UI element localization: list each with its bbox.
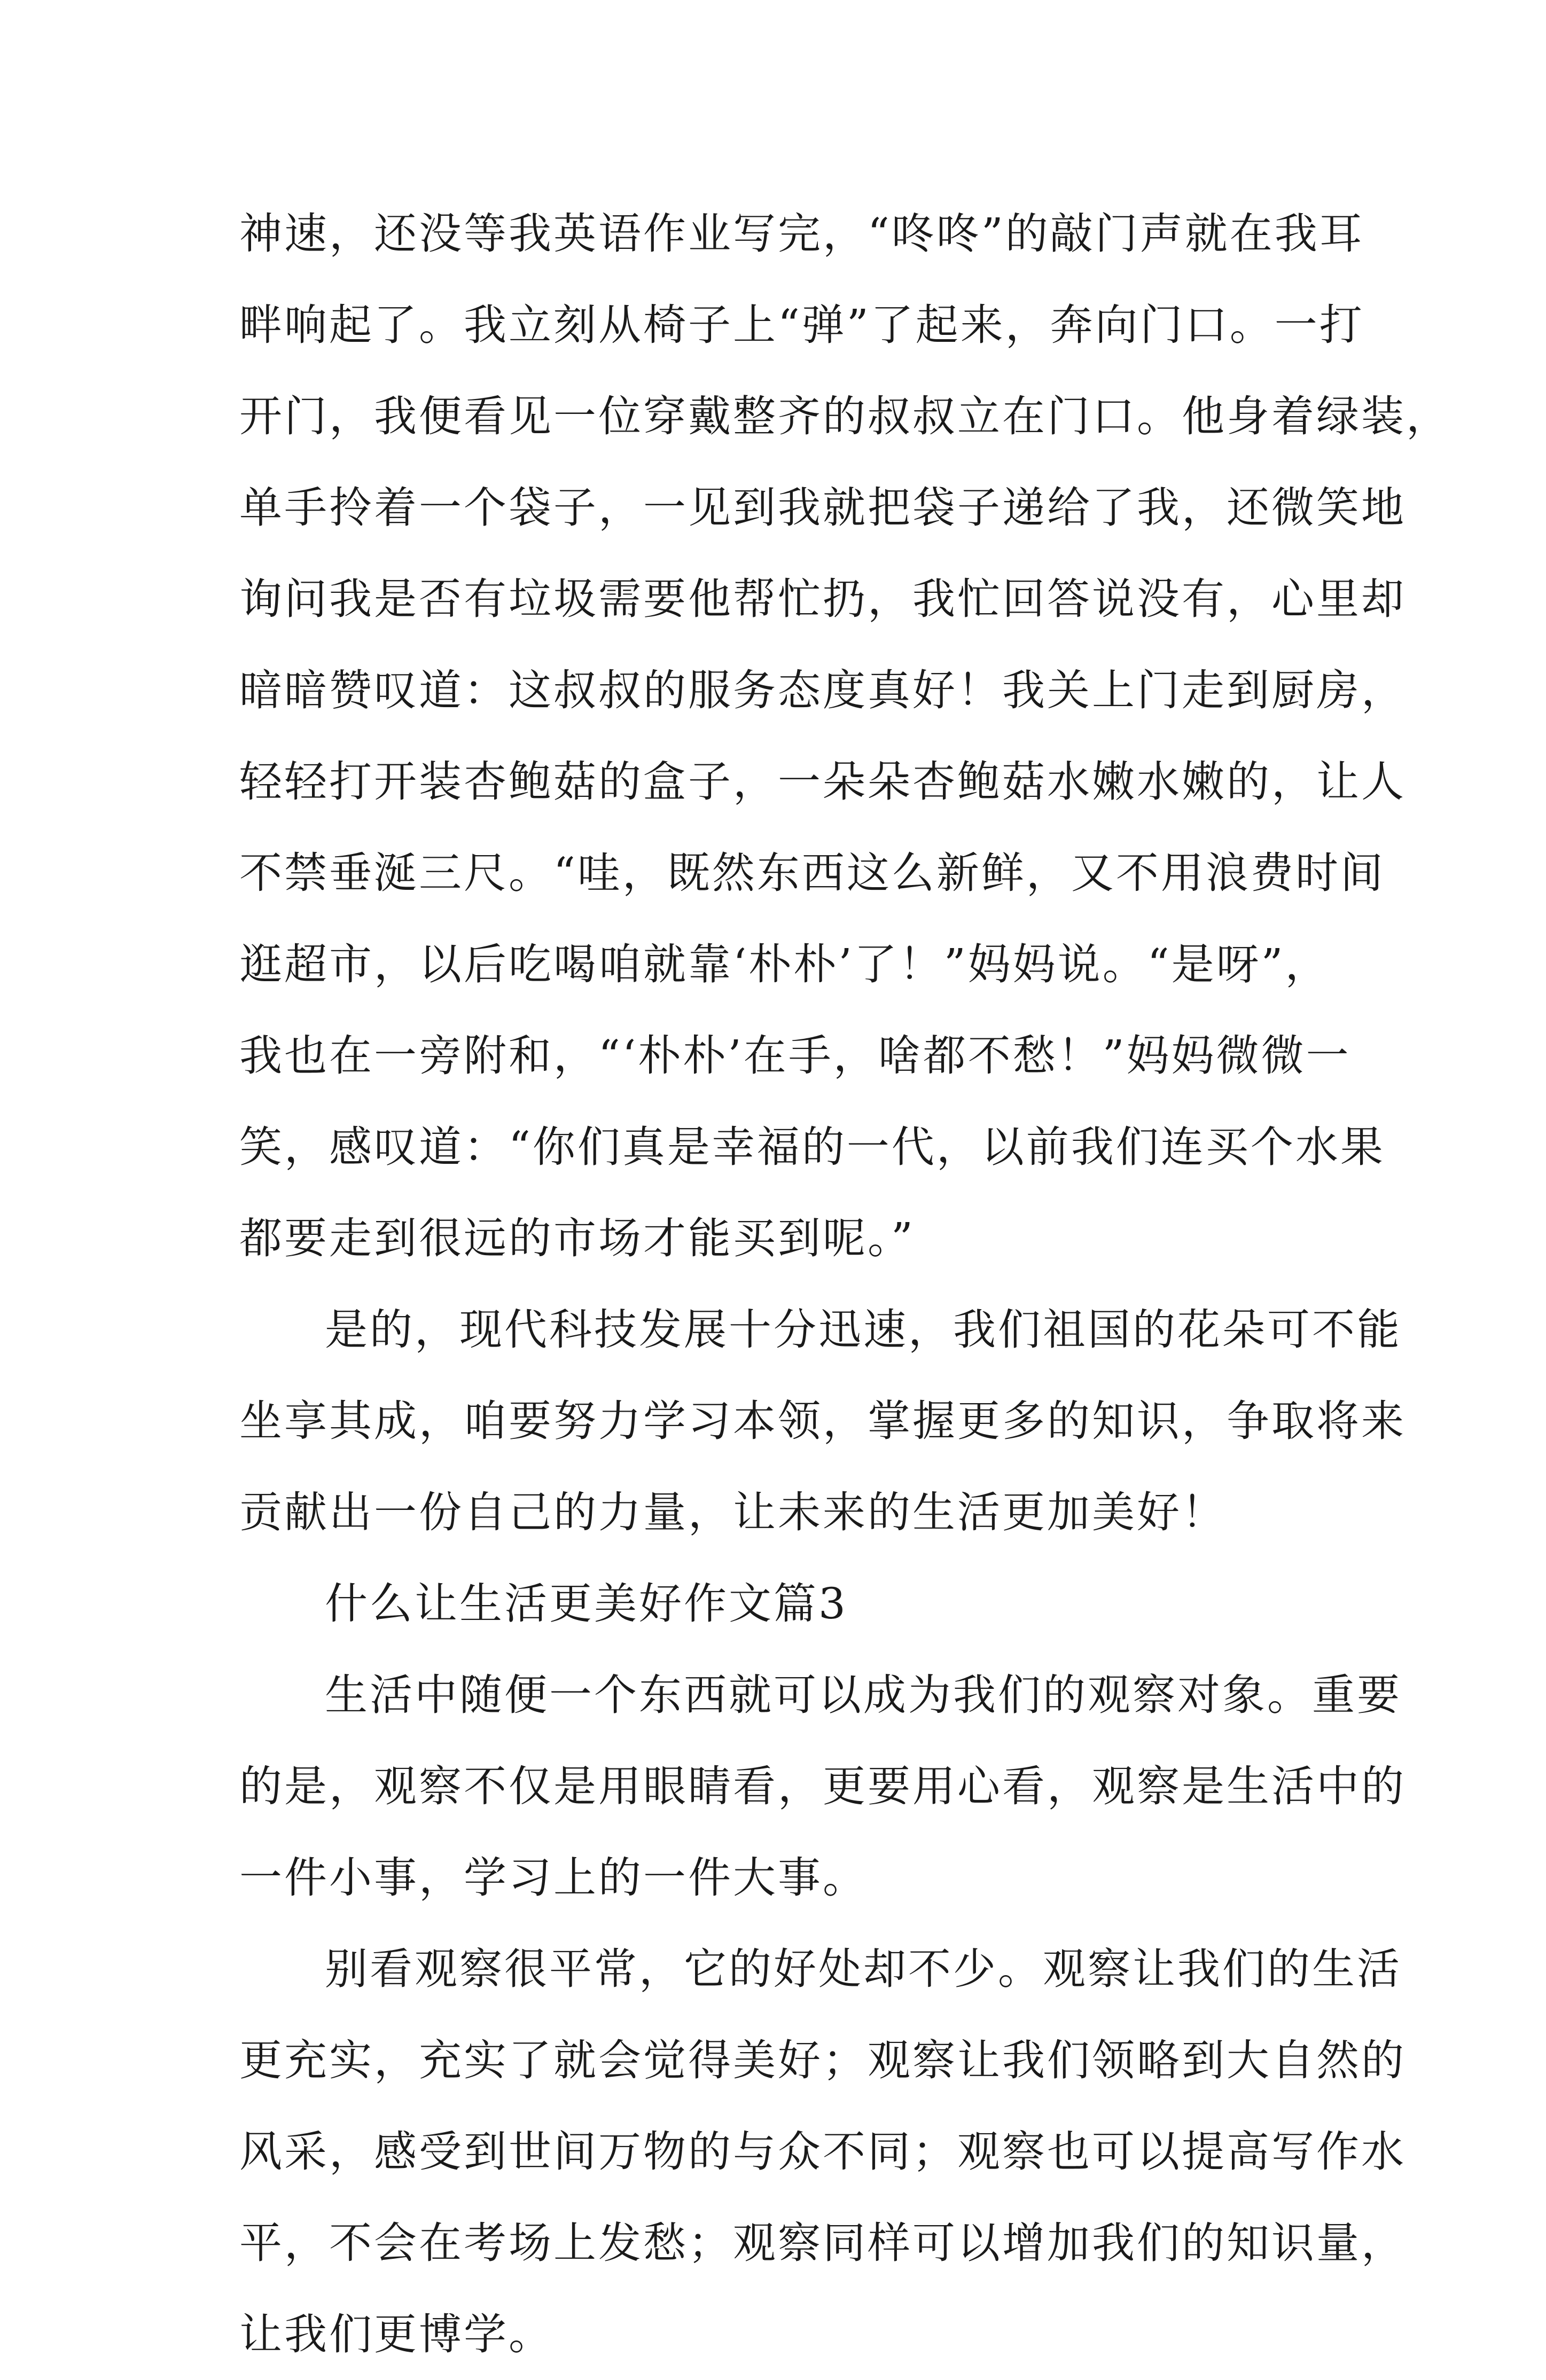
text-line: 我也在一旁附和，“‘朴朴’在手，啥都不愁！”妈妈微微一 (239, 1031, 1351, 1081)
text-line: 轻轻打开装杏鲍菇的盒子，一朵朵杏鲍菇水嫩水嫩的，让人 (239, 757, 1406, 807)
paragraph-benefits (239, 1923, 1406, 2380)
text-line: 笑，感叹道：“你们真是幸福的一代，以前我们连买个水果 (239, 1122, 1385, 1172)
text-line: 畔响起了。我立刻从椅子上“弹”了起来，奔向门口。一打 (239, 300, 1364, 350)
paragraph-intro (239, 1649, 1406, 1923)
text-line: 不禁垂涎三尺。“哇，既然东西这么新鲜，又不用浪费时间 (239, 848, 1385, 898)
text-line: 开门，我便看见一位穿戴整齐的叔叔立在门口。他身着绿装， (239, 392, 1451, 441)
text-line: 让我们更博学。 (239, 2309, 553, 2359)
paragraph-conclusion (239, 1284, 1406, 1558)
text-line: 神速，还没等我英语作业写完，“咚咚”的敲门声就在我耳 (239, 209, 1364, 259)
text-line: 更充实，充实了就会觉得美好；观察让我们领略到大自然的 (239, 2035, 1406, 2085)
document-body (239, 188, 1451, 2380)
text-line: 都要走到很远的市场才能买到呢。” (239, 1214, 915, 1263)
paragraph-continuation (239, 188, 1451, 1284)
text-line: 的是，观察不仅是用眼睛看，更要用心看，观察是生活中的 (239, 1761, 1406, 1811)
text-line: 风采，感受到世间万物的与众不同；观察也可以提高写作水 (239, 2127, 1406, 2177)
text-line: 平，不会在考场上发愁；观察同样可以增加我们的知识量， (239, 2218, 1406, 2268)
text-line: 逛超市，以后吃喝咱就靠‘朴朴’了！”妈妈说。“是呀”， (239, 940, 1330, 989)
text-line: 是的，现代科技发展十分迅速，我们祖国的花朵可不能 (325, 1305, 1402, 1355)
text-line: 别看观察很平常，它的好处却不少。观察让我们的生活 (325, 1944, 1402, 1994)
text-line: 贡献出一份自己的力量，让未来的生活更加美好！ (239, 1488, 1227, 1537)
text-line: 坐享其成，咱要努力学习本领，掌握更多的知识，争取将来 (239, 1396, 1406, 1446)
text-line: 暗暗赞叹道：这叔叔的服务态度真好！我关上门走到厨房， (239, 666, 1406, 715)
text-line: 一件小事，学习上的一件大事。 (239, 1853, 868, 1903)
text-line: 单手拎着一个袋子，一见到我就把袋子递给了我，还微笑地 (239, 483, 1406, 533)
text-line: 生活中随便一个东西就可以成为我们的观察对象。重要 (325, 1670, 1402, 1720)
section-heading: 什么让生活更美好作文篇3 (325, 1579, 848, 1629)
text-line: 询问我是否有垃圾需要他帮忙扔，我忙回答说没有，心里却 (239, 574, 1406, 624)
